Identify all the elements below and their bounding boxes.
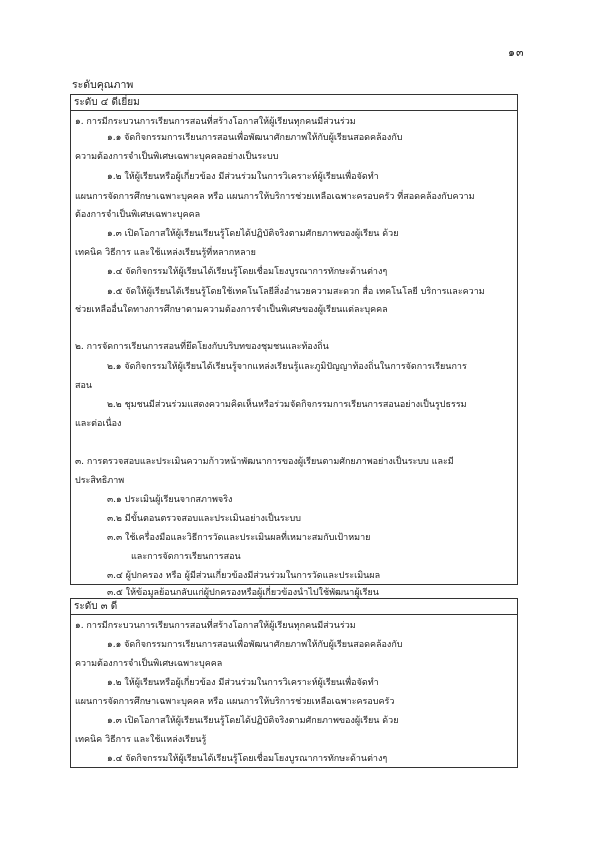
l3-line: ๑. การมีกระบวนการเรียนการสอนที่สร้างโอกาสให้ผู้เรียนทุกคนมีส่วนร่วม <box>75 621 356 631</box>
section-heading: ระดับคุณภาพ <box>72 79 134 91</box>
level-4-title: ระดับ ๔ ดีเยี่ยม <box>71 95 517 111</box>
l4-line: ประสิทธิภาพ <box>75 476 125 486</box>
l4-line: เทคนิค วิธีการ และใช้แหล่งเรียนรู้ที่หลากหลาย <box>75 248 256 258</box>
l4-line: ๑.๔ จัดกิจกรรมให้ผู้เรียนได้เรียนรู้โดยเชื่อมโยงบูรณาการทักษะด้านต่างๆ <box>107 267 388 277</box>
level-3-title: ระดับ ๓ ดี <box>71 599 517 615</box>
l4-line: ๓.๕ ให้ข้อมูลย้อนกลับแก่ผู้ปกครองหรือผู้เกี่ยวข้องนำไปใช้พัฒนาผู้เรียน <box>107 588 379 598</box>
level-4-table <box>70 94 518 598</box>
l3-line: เทคนิค วิธีการ และใช้แหล่งเรียนรู้ <box>75 735 207 745</box>
page-number: ๑๓ <box>508 46 525 59</box>
l4-line: ๑.๑ จัดกิจกรรมการเรียนการสอนเพื่อพัฒนาศักยภาพให้กับผู้เรียนสอดคล้องกับ <box>107 133 403 143</box>
l4-line: ๒.๑ จัดกิจกรรมให้ผู้เรียนได้เรียนรู้จากแหล่งเรียนรู้และภูมิปัญญาท้องถิ่นในการจัดการเรียนการ <box>107 362 467 372</box>
l4-line: ช่วยเหลืออื่นใดทางการศึกษาตามความต้องการจำเป็นพิเศษของผู้เรียนแต่ละบุคคล <box>75 305 388 315</box>
l4-line: ต้องการจำเป็นพิเศษเฉพาะบุคคล <box>75 210 201 220</box>
l4-line: ๓.๑ ประเมินผู้เรียนจากสภาพจริง <box>107 495 233 505</box>
l4-line: ๓.๔ ผู้ปกครอง หรือ ผู้มีส่วนเกี่ยวข้องมีส่วนร่วมในการวัดและประเมินผล <box>107 571 381 581</box>
l4-line: ๓.๒ มีขั้นตอนตรวจสอบและประเมินอย่างเป็นระบบ <box>107 514 301 524</box>
l4-line: สอน <box>75 381 93 391</box>
l3-line: ๑.๒ ให้ผู้เรียนหรือผู้เกี่ยวข้อง มีส่วนร่วมในการวิเคราะห์ผู้เรียนเพื่อจัดทำ <box>107 678 379 688</box>
l4-line: ๒.๒ ชุมชนมีส่วนร่วมแสดงความคิดเห็นหรือร่วมจัดกิจกรรมการเรียนการสอนอย่างเป็นรูปธรรม <box>107 400 467 410</box>
l4-line: ความต้องการจำเป็นพิเศษเฉพาะบุคคลอย่างเป็นระบบ <box>75 152 279 162</box>
l4-line: แผนการจัดการศึกษาเฉพาะบุคคล หรือ แผนการให้บริการช่วยเหลือเฉพาะครอบครัว ที่สอดคล้องกับความ <box>75 192 475 202</box>
l3-line: ๑.๓ เปิดโอกาสให้ผู้เรียนเรียนรู้โดยได้ปฏิบัติจริงตามศักยภาพของผู้เรียน ด้วย <box>107 716 399 726</box>
l3-line: ความต้องการจำเป็นพิเศษเฉพาะบุคคล <box>75 659 223 669</box>
l4-line: ๑.๒ ให้ผู้เรียนหรือผู้เกี่ยวข้อง มีส่วนร่วมในการวิเคราะห์ผู้เรียนเพื่อจัดทำ <box>107 172 379 182</box>
l3-line: ๑.๔ จัดกิจกรรมให้ผู้เรียนได้เรียนรู้โดยเชื่อมโยงบูรณาการทักษะด้านต่างๆ <box>107 754 388 764</box>
l3-line: ๑.๑ จัดกิจกรรมการเรียนการสอนเพื่อพัฒนาศักยภาพให้กับผู้เรียนสอดคล้องกับ <box>107 640 403 650</box>
l4-line: และต่อเนื่อง <box>75 419 122 429</box>
l3-line: แผนการจัดการศึกษาเฉพาะบุคคล หรือ แผนการให้บริการช่วยเหลือเฉพาะครอบครัว <box>75 697 395 707</box>
l4-line: ๒. การจัดการเรียนการสอนที่ยึดโยงกับบริบทของชุมชนและท้องถิ่น <box>75 342 329 352</box>
l4-line: ๑.๕ จัดให้ผู้เรียนได้เรียนรู้โดยใช้เทคโนโลยีสิ่งอำนวยความสะดวก สื่อ เทคโนโลยี บริการและความ <box>107 287 485 297</box>
level-3-table <box>70 598 518 768</box>
l4-line: ๑. การมีกระบวนการเรียนการสอนที่สร้างโอกาสให้ผู้เรียนทุกคนมีส่วนร่วม <box>75 117 356 127</box>
l4-line: ๑.๓ เปิดโอกาสให้ผู้เรียนเรียนรู้โดยได้ปฏิบัติจริงตามศักยภาพของผู้เรียน ด้วย <box>107 229 399 239</box>
l4-line: และการจัดการเรียนการสอน <box>131 552 241 562</box>
l4-line: ๓.๓ ใช้เครื่องมือและวิธีการวัดและประเมินผลที่เหมาะสมกับเป้าหมาย <box>107 533 371 543</box>
l4-line: ๓. การตรวจสอบและประเมินความก้าวหน้าพัฒนาการของผู้เรียนตามศักยภาพอย่างเป็นระบบ และมี <box>75 457 454 467</box>
